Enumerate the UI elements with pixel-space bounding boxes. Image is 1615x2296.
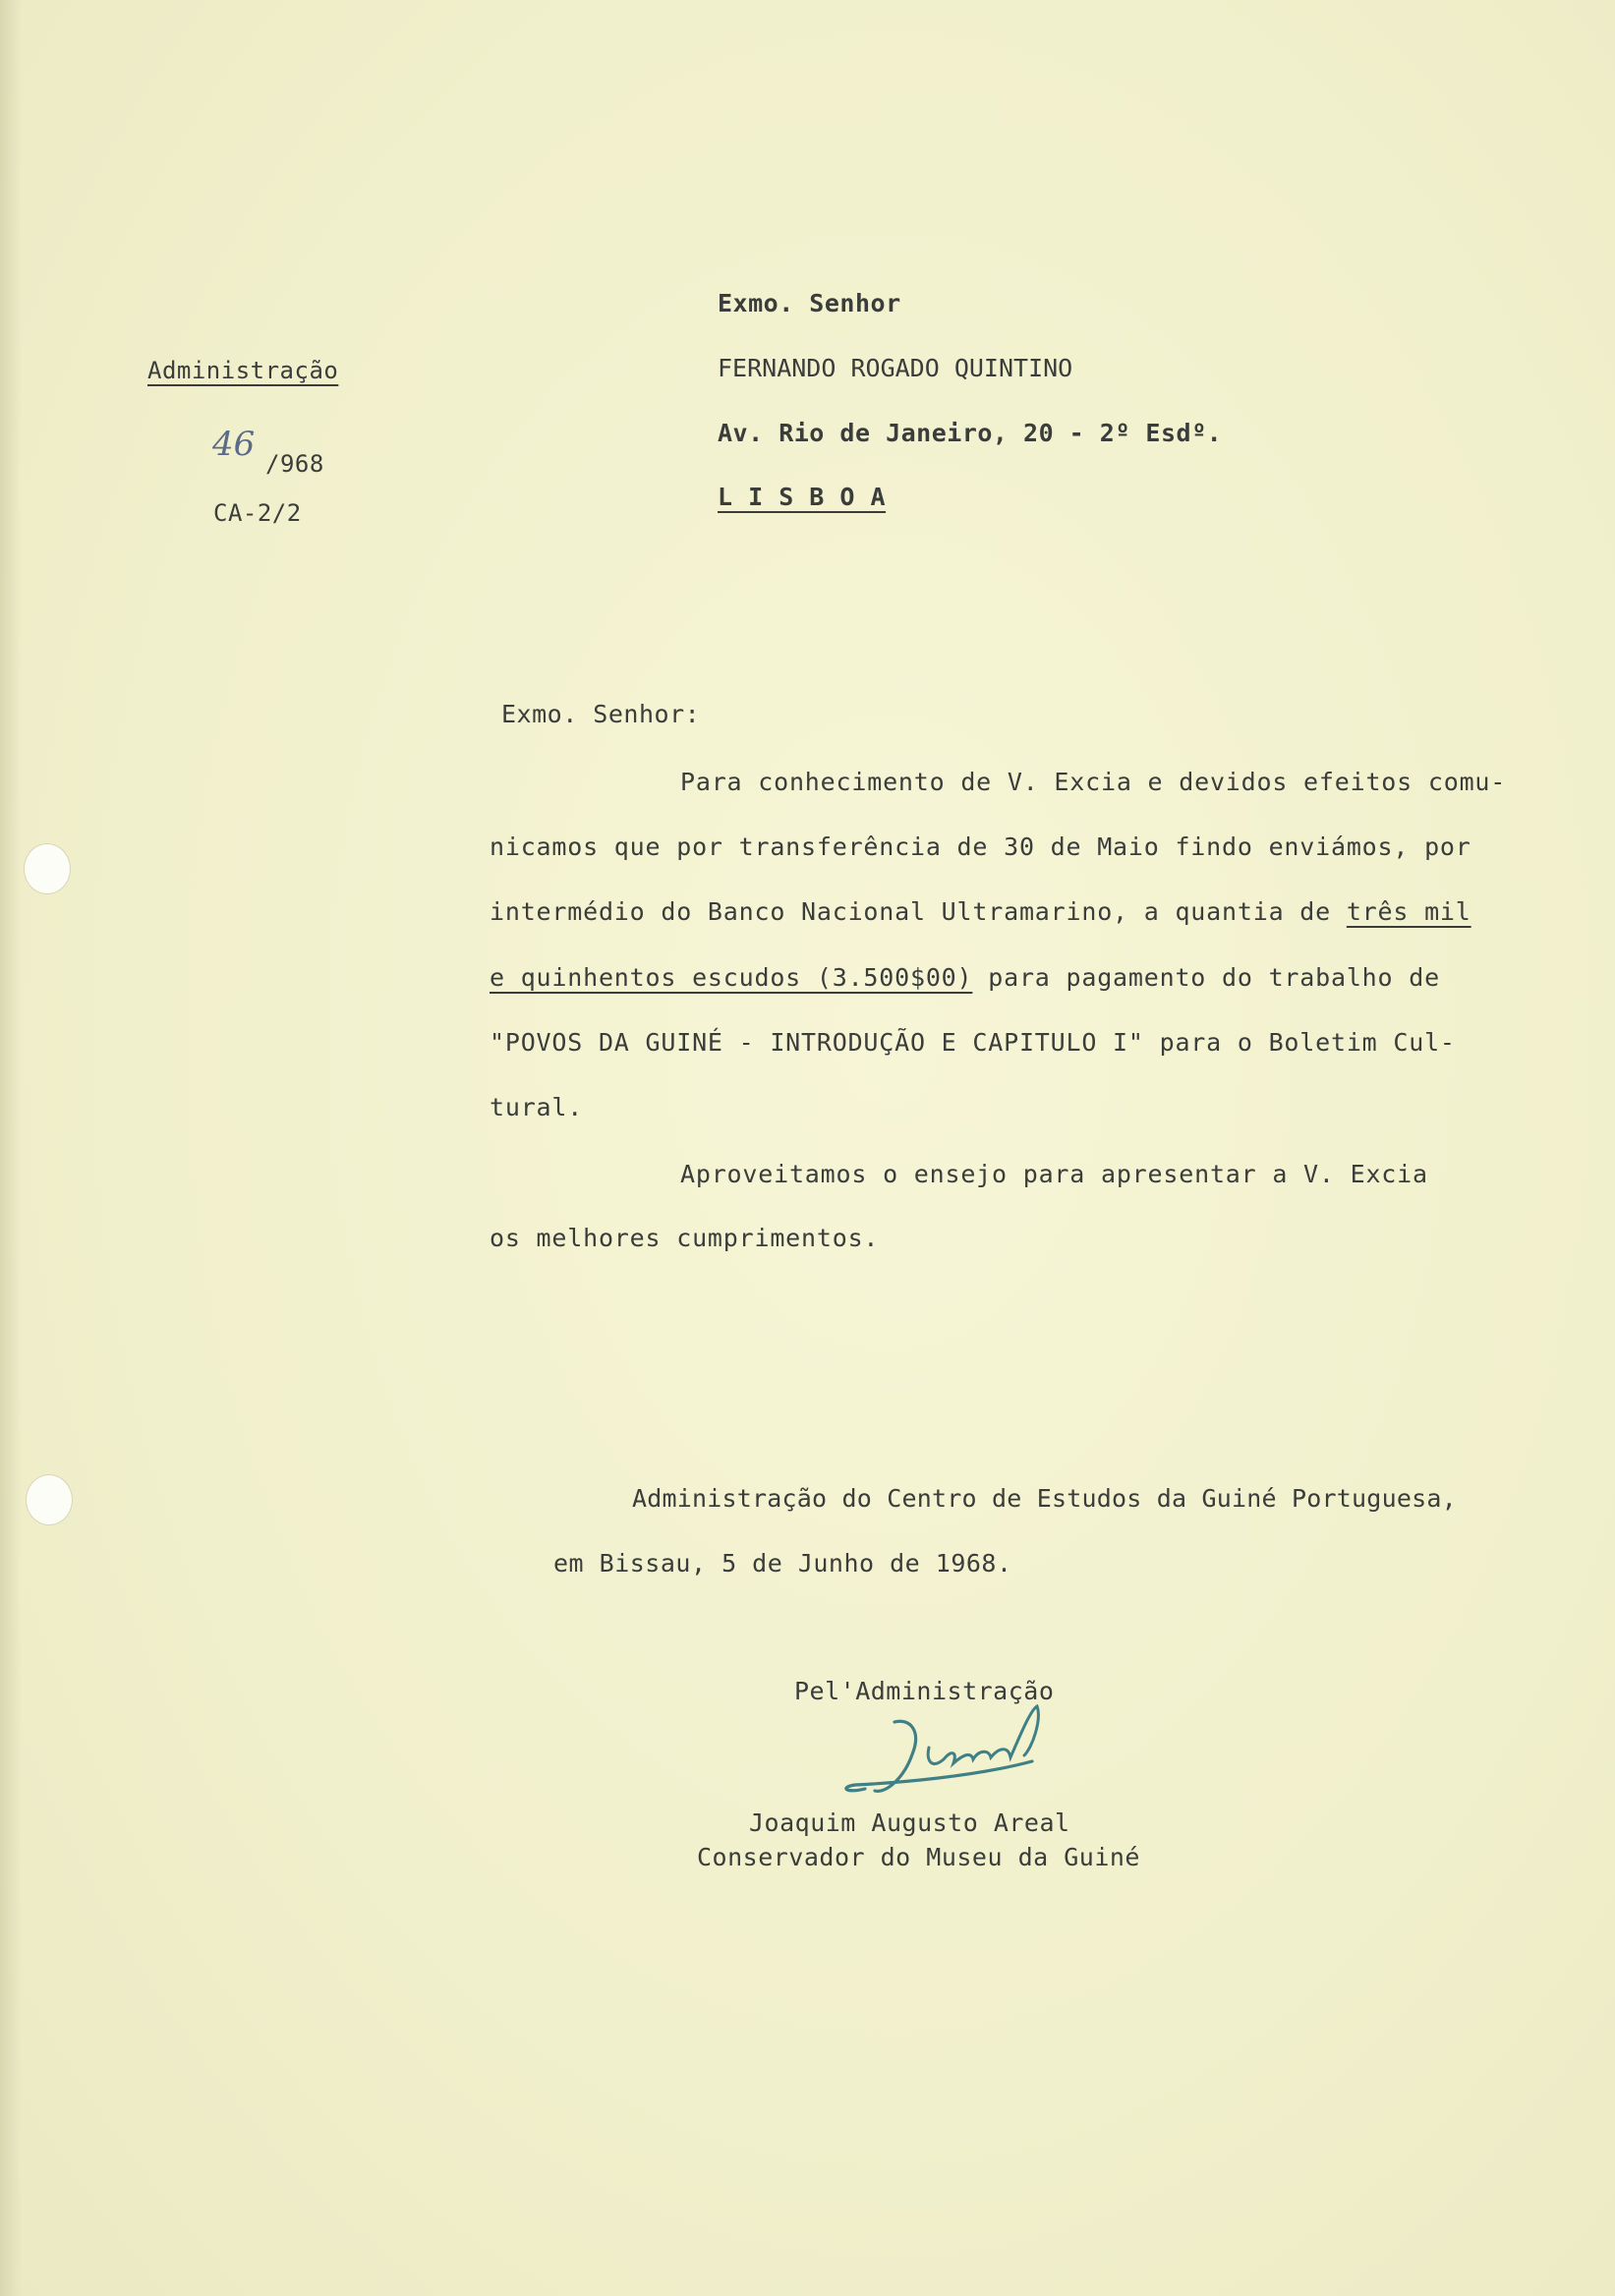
punch-hole-top: [24, 843, 71, 894]
ref-year: /968: [265, 450, 324, 478]
paragraph1-line4: [490, 963, 1440, 992]
ref-number-handwritten: 46: [212, 425, 256, 464]
amount-words-part1: três mil: [1346, 897, 1471, 926]
paragraph1-line6: tural.: [490, 1093, 584, 1121]
closing-place-date: em Bissau, 5 de Junho de 1968.: [553, 1549, 1012, 1578]
paragraph1-line4-text: para pagamento do trabalho de: [972, 963, 1440, 992]
paragraph1-line5: "POVOS DA GUINÉ - INTRODUÇÃO E CAPITULO I" para o Boletim Cul-: [490, 1028, 1456, 1057]
signatory-name: Joaquim Augusto Areal: [749, 1808, 1070, 1837]
recipient-address: Av. Rio de Janeiro, 20 - 2º Esdº.: [718, 419, 1223, 447]
recipient-salutation: Exmo. Senhor: [718, 289, 901, 317]
department-label: Administração: [147, 357, 339, 384]
paper-edge-shadow: [0, 0, 22, 2296]
recipient-city: L I S B O A: [718, 483, 887, 511]
paragraph1-line2: nicamos que por transferência de 30 de Maio findo enviámos, por: [490, 832, 1471, 861]
closing-institution: Administração do Centro de Estudos da Guiné Portuguesa,: [632, 1484, 1457, 1513]
signatory-title: Conservador do Museu da Guiné: [697, 1843, 1140, 1871]
letter-greeting: Exmo. Senhor:: [501, 700, 701, 728]
paragraph1-line3: [490, 897, 1471, 926]
signature-mark: [836, 1700, 1111, 1808]
paragraph2-line1: Aproveitamos o ensejo para apresentar a V. Excia: [680, 1160, 1428, 1188]
paragraph1-line3-text: intermédio do Banco Nacional Ultramarino, a quantia de: [490, 897, 1347, 926]
paragraph2-line2: os melhores cumprimentos.: [490, 1224, 880, 1252]
on-behalf-label: Pel'Administração: [794, 1677, 1055, 1705]
amount-words-part2: e quinhentos escudos (3.500$00): [490, 963, 973, 992]
paragraph1-line1: Para conhecimento de V. Excia e devidos efeitos comu-: [680, 768, 1507, 796]
file-code: CA-2/2: [213, 499, 302, 527]
recipient-name: FERNANDO ROGADO QUINTINO: [718, 354, 1073, 382]
punch-hole-bottom: [26, 1474, 73, 1525]
